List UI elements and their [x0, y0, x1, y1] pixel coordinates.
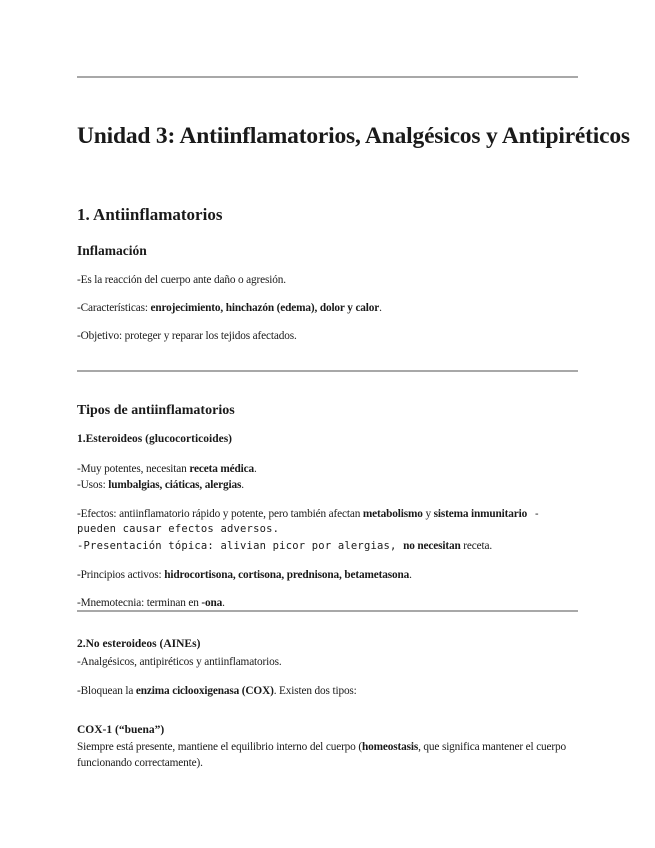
horizontal-rule [77, 76, 578, 78]
section-heading-antiinflamatorios: 1. Antiinflamatorios [77, 205, 223, 224]
paragraph-mnemotecnia: -Mnemotecnia: terminan en -ona. [77, 597, 225, 609]
subheading-esteroideos: 1.Esteroideos (glucocorticoides) [77, 433, 233, 445]
paragraph-presentacion: -Presentación tópica: alivian picor por alergias, no necesitan receta. [77, 540, 492, 552]
paragraph-objetivo: -Objetivo: proteger y reparar los tejidos afectados. [77, 330, 297, 342]
paragraph-caracteristicas: -Características: enrojecimiento, hinchazón (edema), dolor y calor. [77, 302, 382, 314]
subheading-cox1: COX-1 (“buena”) [77, 724, 165, 736]
page-title: Unidad 3: Antiinflamatorios, Analgésicos y Antipiréticos [77, 123, 630, 149]
paragraph-efectos-cont: pueden causar efectos adversos. [77, 523, 280, 535]
paragraph-potentes: -Muy potentes, necesitan receta médica. [77, 463, 257, 475]
horizontal-rule [77, 370, 578, 372]
paragraph-reaccion: -Es la reacción del cuerpo ante daño o agresión. [77, 274, 286, 286]
paragraph-analgesicos: -Analgésicos, antipiréticos y antiinflamatorios. [77, 656, 282, 668]
paragraph-usos: -Usos: lumbalgias, ciáticas, alergias. [77, 479, 244, 491]
paragraph-bloquean: -Bloquean la enzima ciclooxigenasa (COX). Existen dos tipos: [77, 685, 357, 697]
subheading-inflamacion: Inflamación [77, 243, 147, 258]
horizontal-rule [77, 610, 578, 612]
subheading-no-esteroideos: 2.No esteroideos (AINEs) [77, 638, 201, 650]
paragraph-cox1: Siempre está presente, mantiene el equilibrio interno del cuerpo (homeostasis, que significa mantener el cuerpo funcionando correctamente). [77, 741, 567, 769]
paragraph-principios: -Principios activos: hidrocortisona, cortisona, prednisona, betametasona. [77, 569, 412, 581]
subheading-tipos: Tipos de antiinflamatorios [77, 403, 235, 418]
paragraph-efectos: -Efectos: antiinflamatorio rápido y potente, pero también afectan metabolismo y sistema inmunitario - [77, 508, 541, 520]
